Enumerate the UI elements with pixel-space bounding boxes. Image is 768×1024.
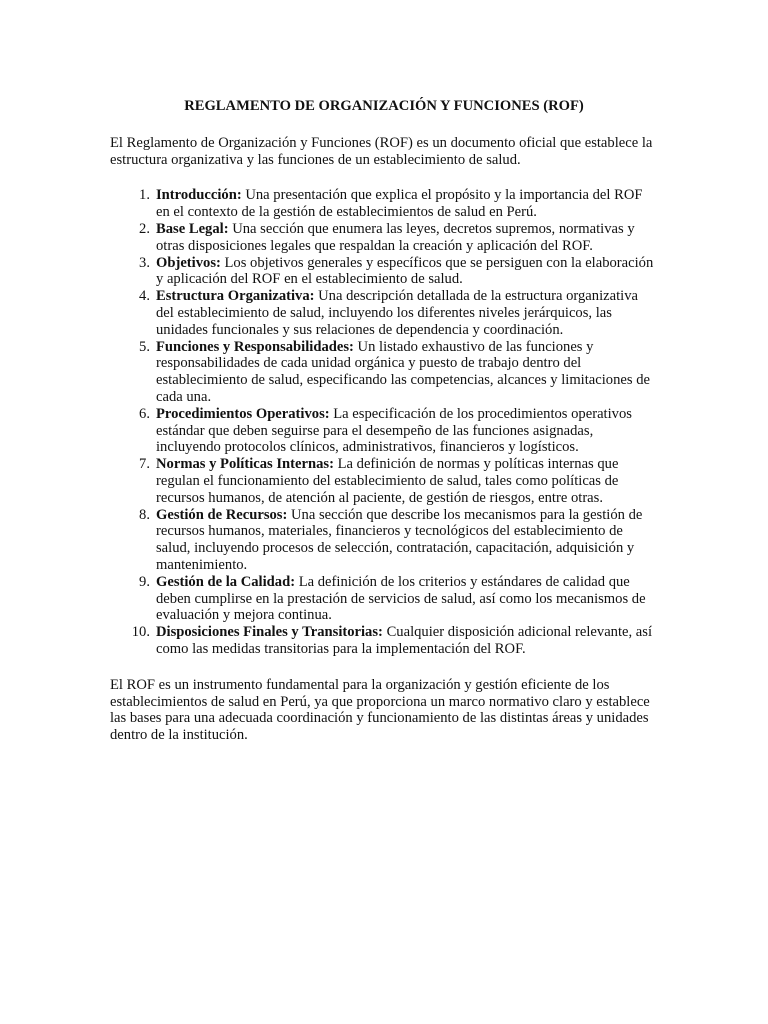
list-item-number: 5. (139, 338, 150, 355)
list-item (110, 288, 658, 338)
list-item-number: 3. (139, 254, 150, 271)
list-item-text: Una presentación que explica el propósito y la importancia del ROF en el contexto de la gestión de establecimientos de salud en Perú. (156, 187, 643, 221)
list-item-text: La definición de los criterios y estándares de calidad que deben cumplirse en la prestación de servicios de salud, así como los mecanismos de evaluación y mejora continua. (156, 573, 646, 624)
list-item (110, 507, 658, 574)
list-item-text: La especificación de los procedimientos operativos estándar que deben seguirse para el desempeño de las funciones asignadas, incluyendo protocolos clínicos, administrativos, financieros y logísticos. (156, 405, 632, 456)
list-item-title: Estructura Organizativa: (156, 288, 315, 305)
list-item-text: Una sección que enumera las leyes, decretos supremos, normativas y otras disposiciones legales que respaldan la creación y aplicación del ROF. (156, 220, 635, 254)
list-item-title: Objetivos: (156, 254, 221, 271)
list-item-text: La definición de normas y políticas internas que regulan el funcionamiento del establecimiento de salud, tales como políticas de recursos humanos, de atención al paciente, de gestión de riesgos, entre otras. (156, 456, 619, 506)
list-item-number: 7. (139, 456, 150, 473)
list-item-text: Cualquier disposición adicional relevante, así como las medidas transitorias para la implementación del ROF. (156, 624, 653, 657)
list-item-text: Una descripción detallada de la estructura organizativa del establecimiento de salud, incluyendo los diferentes niveles jerárquicos, las unidades funcionales y sus relaciones de dependencia y coordinación. (156, 288, 638, 338)
list-item-title: Gestión de la Calidad: (156, 573, 296, 590)
list-item-title: Normas y Políticas Internas: (156, 456, 334, 473)
list-item-title: Base Legal: (156, 220, 229, 237)
list-item (110, 574, 658, 624)
list-item (110, 255, 658, 289)
list-item-text: Los objetivos generales y específicos que se persiguen con la elaboración y aplicación del ROF en el establecimiento de salud. (156, 254, 654, 288)
list-item (110, 624, 658, 658)
document-page (110, 98, 658, 744)
list-item (110, 339, 658, 406)
list-item-number: 1. (139, 187, 150, 204)
document-title: REGLAMENTO DE ORGANIZACIÓN Y FUNCIONES (ROF) (184, 98, 584, 114)
list-item-title: Funciones y Responsabilidades: (156, 338, 354, 355)
conclusion-paragraph: El ROF es un instrumento fundamental para la organización y gestión eficiente de los establecimientos de salud en Perú, ya que proporciona un marco normativo claro y establece las bases para una adecuada coordinación y funcionamiento de las distintas áreas y unidades dentro de la institución. (110, 676, 650, 744)
intro-paragraph: El Reglamento de Organización y Funciones (ROF) es un documento oficial que establece la estructura organizativa y las funciones de un establecimiento de salud. (110, 134, 653, 168)
list-item-title: Disposiciones Finales y Transitorias: (156, 624, 383, 641)
list-item (110, 187, 658, 221)
list-item-number: 4. (139, 288, 150, 305)
list-item-title: Procedimientos Operativos: (156, 405, 330, 422)
list-item-title: Introducción: (156, 187, 242, 204)
list-item-text: Una sección que describe los mecanismos para la gestión de recursos humanos, materiales, financieros y tecnológicos del establecimiento de salud, incluyendo procesos de selección, contratación, capacitación, adquisición y mantenimiento. (156, 506, 643, 573)
section-list (110, 187, 658, 657)
list-item (110, 456, 658, 506)
list-item-title: Gestión de Recursos: (156, 506, 288, 523)
list-item-text: Un listado exhaustivo de las funciones y responsabilidades de cada unidad orgánica y puesto de trabajo dentro del establecimiento de salud, especificando las competencias, alcances y limitaciones de cada una. (156, 338, 650, 405)
list-item-number: 9. (139, 573, 150, 590)
list-item-number: 6. (139, 405, 150, 422)
list-item (110, 406, 658, 456)
list-item-number: 2. (139, 220, 150, 237)
list-item-number: 10. (131, 624, 150, 641)
list-item (110, 221, 658, 255)
list-item-number: 8. (139, 506, 150, 523)
